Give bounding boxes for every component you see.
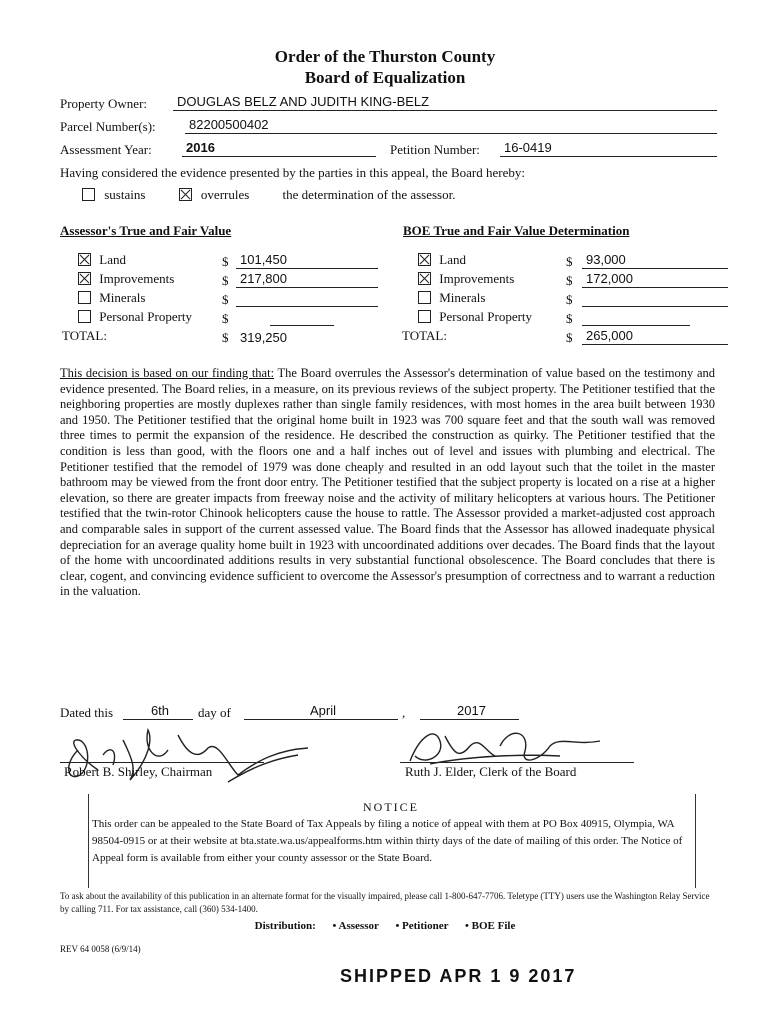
decision-tail: the determination of the assessor. bbox=[282, 187, 456, 202]
assessor-total-label: TOTAL: bbox=[62, 328, 107, 343]
assessor-land-checkbox[interactable] bbox=[78, 253, 91, 266]
distribution-assessor: Assessor bbox=[338, 920, 379, 932]
boe-header: BOE True and Fair Value Determination bbox=[403, 223, 630, 238]
petition-value: 16-0419 bbox=[500, 140, 717, 157]
form-code: REV 64 0058 (6/9/14) bbox=[60, 944, 141, 954]
boe-minerals-value bbox=[582, 290, 728, 307]
boe-land-checkbox[interactable] bbox=[418, 253, 431, 266]
notice-title: NOTICE bbox=[363, 800, 419, 814]
owner-label: Property Owner: bbox=[60, 96, 148, 111]
owner-value: DOUGLAS BELZ AND JUDITH KING-BELZ bbox=[173, 94, 717, 111]
finding-lead: This decision is based on our finding that: bbox=[60, 366, 275, 380]
boe-improvements-value: 172,000 bbox=[582, 271, 728, 288]
title-line-1: Order of the Thurston County bbox=[274, 47, 496, 66]
boe-total-value: 265,000 bbox=[582, 328, 728, 345]
assessor-header: Assessor's True and Fair Value bbox=[60, 223, 232, 238]
dated-comma: , bbox=[402, 705, 406, 720]
parcel-value: 82200500402 bbox=[185, 117, 717, 134]
boe-minerals-checkbox[interactable] bbox=[418, 291, 431, 304]
boe-personal-checkbox[interactable] bbox=[418, 310, 431, 323]
clerk-name: Ruth J. Elder, Clerk of the Board bbox=[405, 764, 577, 779]
distribution-line: Distribution: • Assessor • Petitioner • BOE File bbox=[254, 920, 516, 932]
boe-values bbox=[402, 250, 578, 345]
petition-label: Petition Number: bbox=[390, 142, 480, 157]
assessor-currency-column bbox=[222, 252, 229, 347]
chairman-signature-line bbox=[60, 762, 264, 763]
assessor-improvements-currency: $ bbox=[222, 273, 229, 288]
boe-currency-column bbox=[566, 252, 573, 347]
boe-minerals-row bbox=[418, 288, 578, 307]
parcel-label: Parcel Number(s): bbox=[60, 119, 156, 134]
assessor-minerals-label: Minerals bbox=[99, 290, 146, 305]
distribution-boe-file: BOE File bbox=[471, 920, 516, 932]
assessor-minerals-currency: $ bbox=[222, 292, 229, 307]
dated-label: Dated this bbox=[60, 705, 114, 720]
boe-personal-label: Personal Property bbox=[439, 309, 533, 324]
notice-text: This order can be appealed to the State Board of Tax Appeals by filing a notice of appeal with them at PO Box 40915, Olympia, WA 98504-0915 or at their website at bta.state.wa.us/appealforms.htm within thirty days of the date of mailing of this order. The Notice of Appeal form is available from either your county assessor or the State Board. bbox=[92, 818, 683, 864]
assessor-land-currency: $ bbox=[222, 254, 229, 269]
dated-month-text: April bbox=[309, 703, 336, 718]
dated-year: 2017 bbox=[420, 703, 519, 720]
boe-improvements-row bbox=[418, 269, 578, 288]
boe-total-label: TOTAL: bbox=[402, 328, 447, 343]
title-line-2: Board of Equalization bbox=[304, 68, 466, 87]
assessor-minerals-value bbox=[236, 290, 378, 307]
sustains-label: sustains bbox=[104, 187, 146, 202]
dated-day: 6th bbox=[123, 703, 193, 720]
assessor-total-row bbox=[62, 326, 378, 345]
shipped-stamp: SHIPPED APR 1 9 2017 bbox=[340, 966, 577, 986]
boe-personal-value bbox=[582, 309, 690, 326]
boe-minerals-label: Minerals bbox=[439, 290, 486, 305]
sustains-checkbox[interactable] bbox=[82, 188, 95, 201]
boe-personal-currency: $ bbox=[566, 311, 573, 326]
assessor-land-label: Land bbox=[99, 252, 126, 267]
year-label: Assessment Year: bbox=[60, 142, 152, 157]
chairman-name: Robert B. Shirley, Chairman bbox=[64, 764, 213, 779]
assessor-total-value: 319,250 bbox=[240, 330, 287, 345]
assessor-total-currency: $ bbox=[222, 330, 229, 345]
dated-day-of: day of bbox=[198, 705, 231, 720]
boe-personal-row bbox=[418, 307, 578, 326]
boe-land-currency: $ bbox=[566, 254, 573, 269]
assessor-improvements-label: Improvements bbox=[99, 271, 175, 286]
clerk-signature-line bbox=[400, 762, 634, 763]
dated-month bbox=[244, 703, 398, 720]
boe-improvements-label: Improvements bbox=[439, 271, 515, 286]
decision-lead-in: Having considered the evidence presented by the parties in this appeal, the Board hereby: bbox=[60, 165, 525, 180]
assessor-minerals-checkbox[interactable] bbox=[78, 291, 91, 304]
document-title bbox=[0, 46, 770, 88]
boe-improvements-currency: $ bbox=[566, 273, 573, 288]
overrules-label: overrules bbox=[200, 187, 250, 202]
finding-paragraph bbox=[60, 366, 715, 600]
assessor-improvements-checkbox[interactable] bbox=[78, 272, 91, 285]
boe-total-currency: $ bbox=[566, 330, 573, 345]
boe-total-row bbox=[402, 326, 578, 345]
overrules-checkbox[interactable] bbox=[179, 188, 192, 201]
distribution-label: Distribution: bbox=[254, 920, 316, 932]
assessor-land-value: 101,450 bbox=[236, 252, 378, 269]
assessor-personal-label: Personal Property bbox=[99, 309, 193, 324]
assessor-improvements-value: 217,800 bbox=[236, 271, 378, 288]
finding-body: The Board overrules the Assessor's determination of value based on the testimony and evidence presented. The Board relies, in a measure, on its previous reviews of the subject property. The Petitioner testified that the neighboring properties are mostly duplexes rather than single family residences, with most homes in the area built between 1930 and 1950. The Petitioner testified that the original home built in 1923 was 700 square feet and that the south wall was removed three times to permit the expansion of the residence. He described the construction as quirky. The Petitioner testified that the condition is less than good, with the floors one and a half inches out of level and issues with plumbing and electrical. The Petitioner testified that the remodel of 1979 was done cheaply and resulted in an odd layout such that the toilet in the master bathroom may be viewed from the front door entry. The Petitioner testified that the subject property is located on a rise at a higher elevation, so there are greater impacts from freeway noise and the activity of military helicopters at various hours. The Petitioner testified that the twin-rotor Chinook helicopters cause the house to rattle. The Assessor provided a market-adjusted cost approach and comparable sales in support of the current assessed value. The Board finds that the Assessor has allowed inadequate physical depreciation for an average quality home built in 1923 with uncoordinated additions over decades. The Board finds that the layout of the home with uncoordinated additions results in very substantial functional obsolescence. The Board concludes that there is clear, cogent, and convincing evidence sufficient to overcome the Assessor's presumption of correctness and to warrant a reduction in the valuation. bbox=[60, 366, 715, 599]
assessor-personal-checkbox[interactable] bbox=[78, 310, 91, 323]
assessor-personal-currency: $ bbox=[222, 311, 229, 326]
boe-improvements-checkbox[interactable] bbox=[418, 272, 431, 285]
year-value: 2016 bbox=[182, 140, 376, 157]
boe-land-label: Land bbox=[439, 252, 466, 267]
distribution-petitioner: Petitioner bbox=[402, 920, 449, 932]
boe-land-value: 93,000 bbox=[582, 252, 728, 269]
boe-land-row bbox=[418, 250, 578, 269]
accessibility-note: To ask about the availability of this publication in an alternate format for the visually impaired, please call 1-800-647-7706. Teletype (TTY) users use the Washington Relay Service by calling 711. For tax assistance, call (360) 534-1400. bbox=[60, 891, 710, 914]
assessor-personal-value bbox=[270, 309, 334, 326]
boe-minerals-currency: $ bbox=[566, 292, 573, 307]
decision-options bbox=[82, 187, 455, 203]
